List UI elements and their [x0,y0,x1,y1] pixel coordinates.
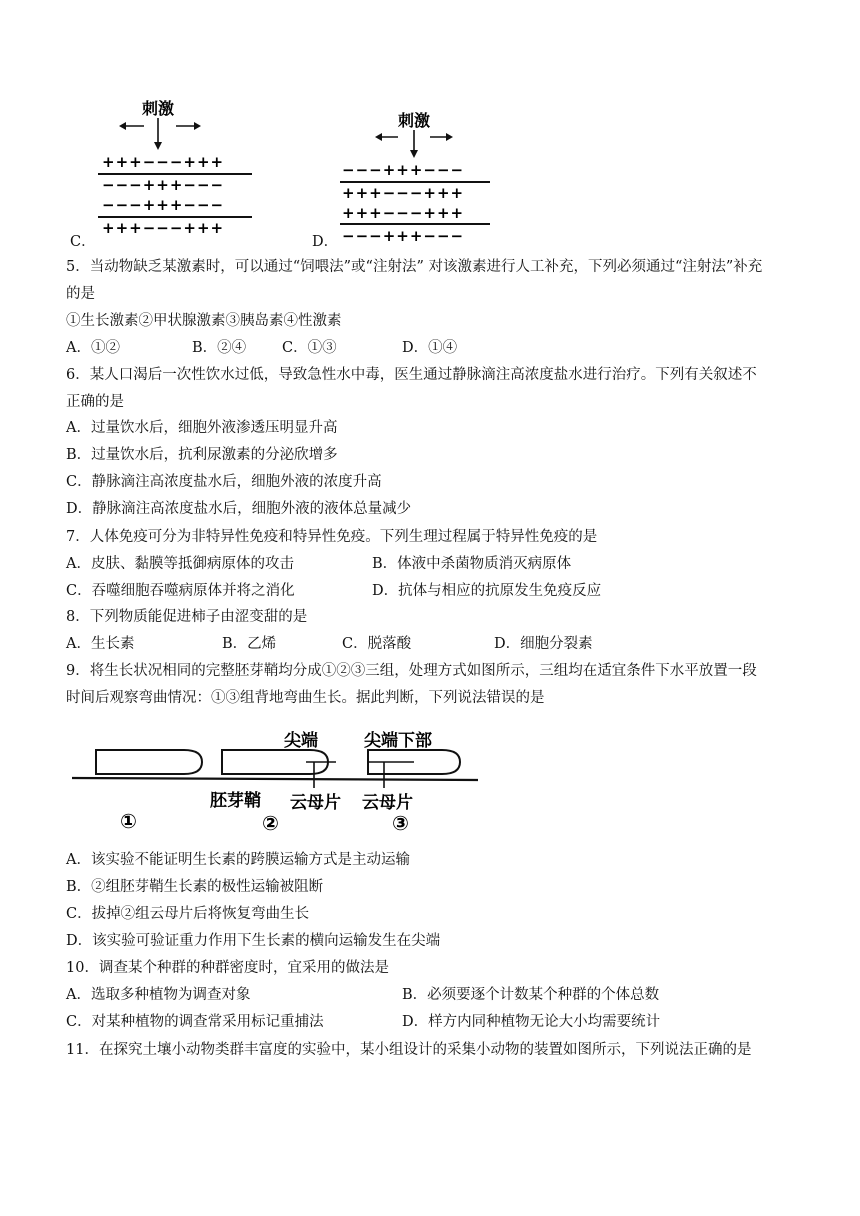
charge-row-3: −−−+++−−− [102,196,225,214]
label-below-tip: 尖端下部 [364,731,432,751]
charge-row-2: +++−−−+++ [342,184,465,202]
q9-option-c[interactable]: C．拔掉②组云母片后将恢复弯曲生长 [66,906,310,922]
q8-option-d[interactable]: D．细胞分裂素 [494,636,593,652]
figure-c [66,92,276,252]
q10-stem: 10．调查某个种群的种群密度时，宜采用的做法是 [66,960,389,976]
q10-option-c[interactable]: C．对某种植物的调查常采用标记重捕法 [66,1014,324,1030]
q9-stem-line2: 时间后观察弯曲情况：①③组背地弯曲生长。据此判断，下列说法错误的是 [66,690,545,706]
q6-option-d[interactable]: D．静脉滴注高浓度盐水后，细胞外液的液体总量减少 [66,501,412,517]
stimulus-label: 刺激 [141,99,175,118]
label-coleoptile: 胚芽鞘 [210,791,261,811]
q5-option-b[interactable]: B．②④ [192,340,247,356]
q10-option-a[interactable]: A．选取多种植物为调查对象 [66,987,251,1003]
q9-option-d[interactable]: D．该实验可验证重力作用下生长素的横向运输发生在尖端 [66,933,441,949]
label-tip: 尖端 [284,731,318,751]
figure-d [330,100,530,250]
membrane-diagram-c [66,92,276,252]
q5-option-d[interactable]: D．①④ [402,340,458,356]
group-label-3: ③ [392,811,409,835]
q6-stem-line2: 正确的是 [66,394,124,410]
charge-row-4: +++−−−+++ [102,219,225,237]
q9-option-a[interactable]: A．该实验不能证明生长素的跨膜运输方式是主动运输 [66,852,410,868]
option-c-label: C． [70,234,96,250]
q6-stem-line1: 6．某人口渴后一次性饮水过低，导致急性水中毒，医生通过静脉滴注高浓度盐水进行治疗。下列有关叙述不 [66,367,757,383]
q8-option-a[interactable]: A．生长素 [66,636,135,652]
q7-option-b[interactable]: B．体液中杀菌物质消灭病原体 [372,556,572,572]
coleoptile-diagram [66,718,486,838]
q5-option-c[interactable]: C．①③ [282,340,337,356]
label-mica-2: 云母片 [362,793,413,813]
q8-option-b[interactable]: B．乙烯 [222,636,277,652]
q6-option-b[interactable]: B．过量饮水后，抗利尿激素的分泌欣增多 [66,447,338,463]
membrane-diagram-d [330,100,530,250]
option-d-label: D． [312,234,339,250]
q5-stem-line1: 5．当动物缺乏某激素时，可以通过“饲喂法”或“注射法” 对该激素进行人工补充，下列必须通过“注射法”补充 [66,259,763,275]
charge-row-1: +++−−−+++ [102,153,225,171]
q5-stem-line2: 的是 [66,286,95,302]
q10-option-b[interactable]: B．必须要逐个计数某个种群的个体总数 [402,987,660,1003]
label-mica-1: 云母片 [290,793,341,813]
q7-option-a[interactable]: A．皮肤、黏膜等抵御病原体的攻击 [66,556,294,572]
q6-option-a[interactable]: A．过量饮水后，细胞外液渗透压明显升高 [66,420,338,436]
q6-option-c[interactable]: C．静脉滴注高浓度盐水后，细胞外液的浓度升高 [66,474,382,490]
q9-stem-line1: 9．将生长状况相同的完整胚芽鞘均分成①②③三组，处理方式如图所示，三组均在适宜条件下水平放置一段 [66,663,757,679]
charge-row-3: +++−−−+++ [342,204,465,222]
q5-option-a[interactable]: A．①② [66,340,120,356]
charge-row-1: −−−+++−−− [342,161,465,179]
q7-option-c[interactable]: C．吞噬细胞吞噬病原体并将之消化 [66,583,295,599]
coleoptile-figure [66,718,486,838]
group-label-2: ② [262,811,279,835]
q7-option-d[interactable]: D．抗体与相应的抗原发生免疫反应 [372,583,602,599]
charge-row-4: −−−+++−−− [342,227,465,245]
q8-stem: 8．下列物质能促进柿子由涩变甜的是 [66,609,308,625]
q9-option-b[interactable]: B．②组胚芽鞘生长素的极性运输被阻断 [66,879,324,895]
q7-stem: 7．人体免疫可分为非特异性免疫和特异性免疫。下列生理过程属于特异性免疫的是 [66,529,598,545]
charge-row-2: −−−+++−−− [102,176,225,194]
q8-option-c[interactable]: C．脱落酸 [342,636,412,652]
group-label-1: ① [120,809,137,833]
q11-stem: 11．在探究土壤小动物类群丰富度的实验中，某小组设计的采集小动物的装置如图所示，下列说法正确的是 [66,1042,752,1058]
q10-option-d[interactable]: D．样方内同种植物无论大小均需要统计 [402,1014,661,1030]
stimulus-label: 刺激 [397,111,431,130]
q5-items: ①生长激素②甲状腺激素③胰岛素④性激素 [66,313,342,329]
